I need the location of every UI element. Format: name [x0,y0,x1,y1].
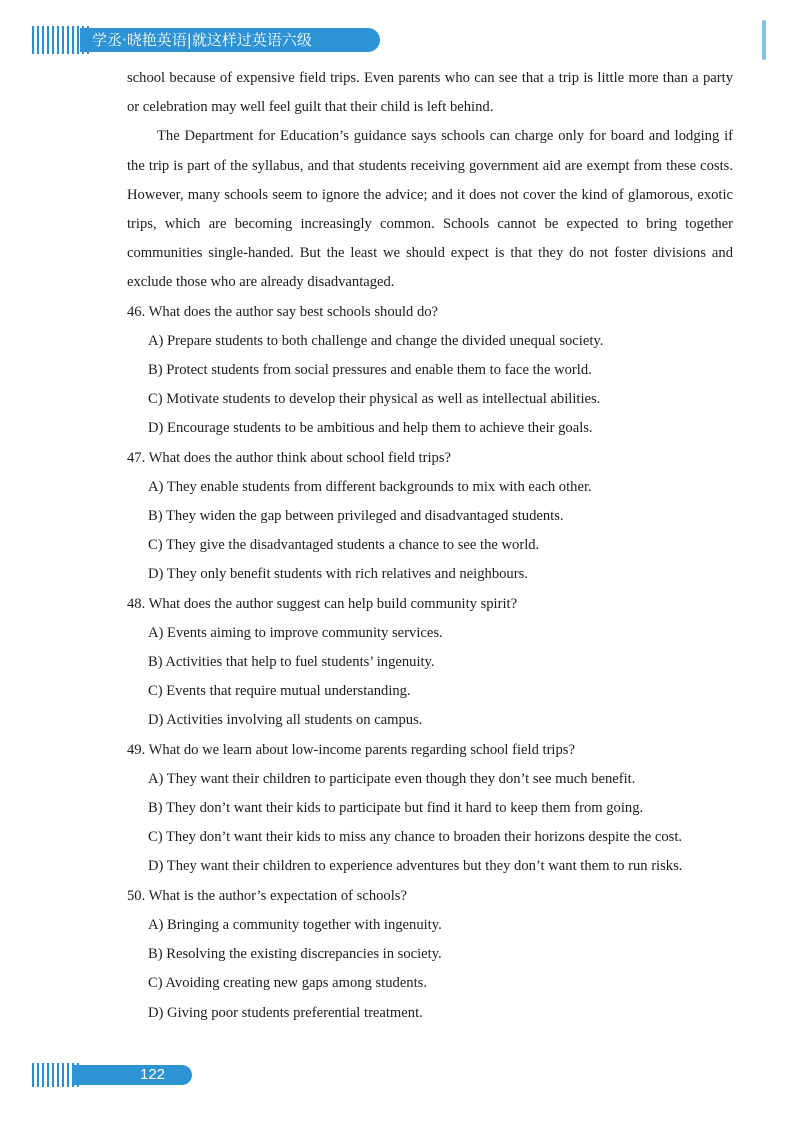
option-c: C) Avoiding creating new gaps among students. [148,975,427,992]
option-d: D) Encourage students to be ambitious and help them to achieve their goals. [148,420,593,437]
question-47 [127,444,733,590]
option-list [127,327,733,444]
option-b: B) They don’t want their kids to participate but find it hard to keep them from going. [148,800,644,817]
option-c: C) Motivate students to develop their physical as well as intellectual abilities. [148,391,601,408]
question-46 [127,298,733,444]
option-d: D) Activities involving all students on campus. [148,712,423,729]
question-text: 50. What is the author’s expectation of schools? [127,887,407,904]
option-list [127,473,733,590]
page-footer [32,1063,172,1087]
question-text: 47. What does the author think about school field trips? [127,449,451,466]
option-list [127,765,733,882]
passage-paragraph: The Department for Education’s guidance says schools can charge only for board and lodging if the trip is part of the syllabus, and that students receiving government aid are exempt from these costs. However, many schools seem to ignore the advice; and it does not cover the kind of glamorous, exotic trips, which are becoming increasingly common. Schools cannot be expected to bring together communities single-handed. But the least we should expect is that they do not foster divisions and exclude those who are already disadvantaged. [127,128,733,291]
page-edge-mark [762,20,766,60]
option-c: C) They give the disadvantaged students a chance to see the world. [148,537,540,554]
question-48 [127,590,733,736]
book-title: 学丞·晓艳英语|就这样过英语六级 [92,31,312,49]
question-text: 48. What does the author suggest can help build community spirit? [127,595,518,612]
option-a: A) They want their children to participate even though they don’t see much benefit. [148,770,636,787]
option-a: A) Bringing a community together with ingenuity. [148,916,442,933]
option-d: D) They only benefit students with rich relatives and neighbours. [148,566,528,583]
option-b: B) Activities that help to fuel students’ ingenuity. [148,654,435,671]
option-c: C) Events that require mutual understanding. [148,683,411,700]
page-header [32,26,382,54]
option-list [127,619,733,736]
option-a: A) They enable students from different backgrounds to mix with each other. [148,478,592,495]
passage-paragraph: school because of expensive field trips. Even parents who can see that a trip is little more than a party or celebration may well feel guilt that their child is left behind. [127,70,733,116]
question-49 [127,736,733,882]
question-50 [127,882,733,1028]
option-a: A) Prepare students to both challenge and change the divided unequal society. [148,332,604,349]
page-content [127,64,733,1028]
option-a: A) Events aiming to improve community services. [148,624,443,641]
option-list [127,911,733,1028]
option-d: D) They want their children to experience adventures but they don’t want them to run risks. [148,858,683,875]
option-c: C) They don’t want their kids to miss any chance to broaden their horizons despite the cost. [148,829,683,846]
option-d: D) Giving poor students preferential treatment. [148,1004,423,1021]
page-number: 122 [140,1066,166,1083]
option-b: B) Resolving the existing discrepancies in society. [148,946,442,963]
question-text: 46. What does the author say best schools should do? [127,303,439,320]
question-text: 49. What do we learn about low-income parents regarding school field trips? [127,741,575,758]
option-b: B) Protect students from social pressures and enable them to face the world. [148,362,592,379]
footer-band [72,1065,192,1085]
option-b: B) They widen the gap between privileged and disadvantaged students. [148,508,564,525]
